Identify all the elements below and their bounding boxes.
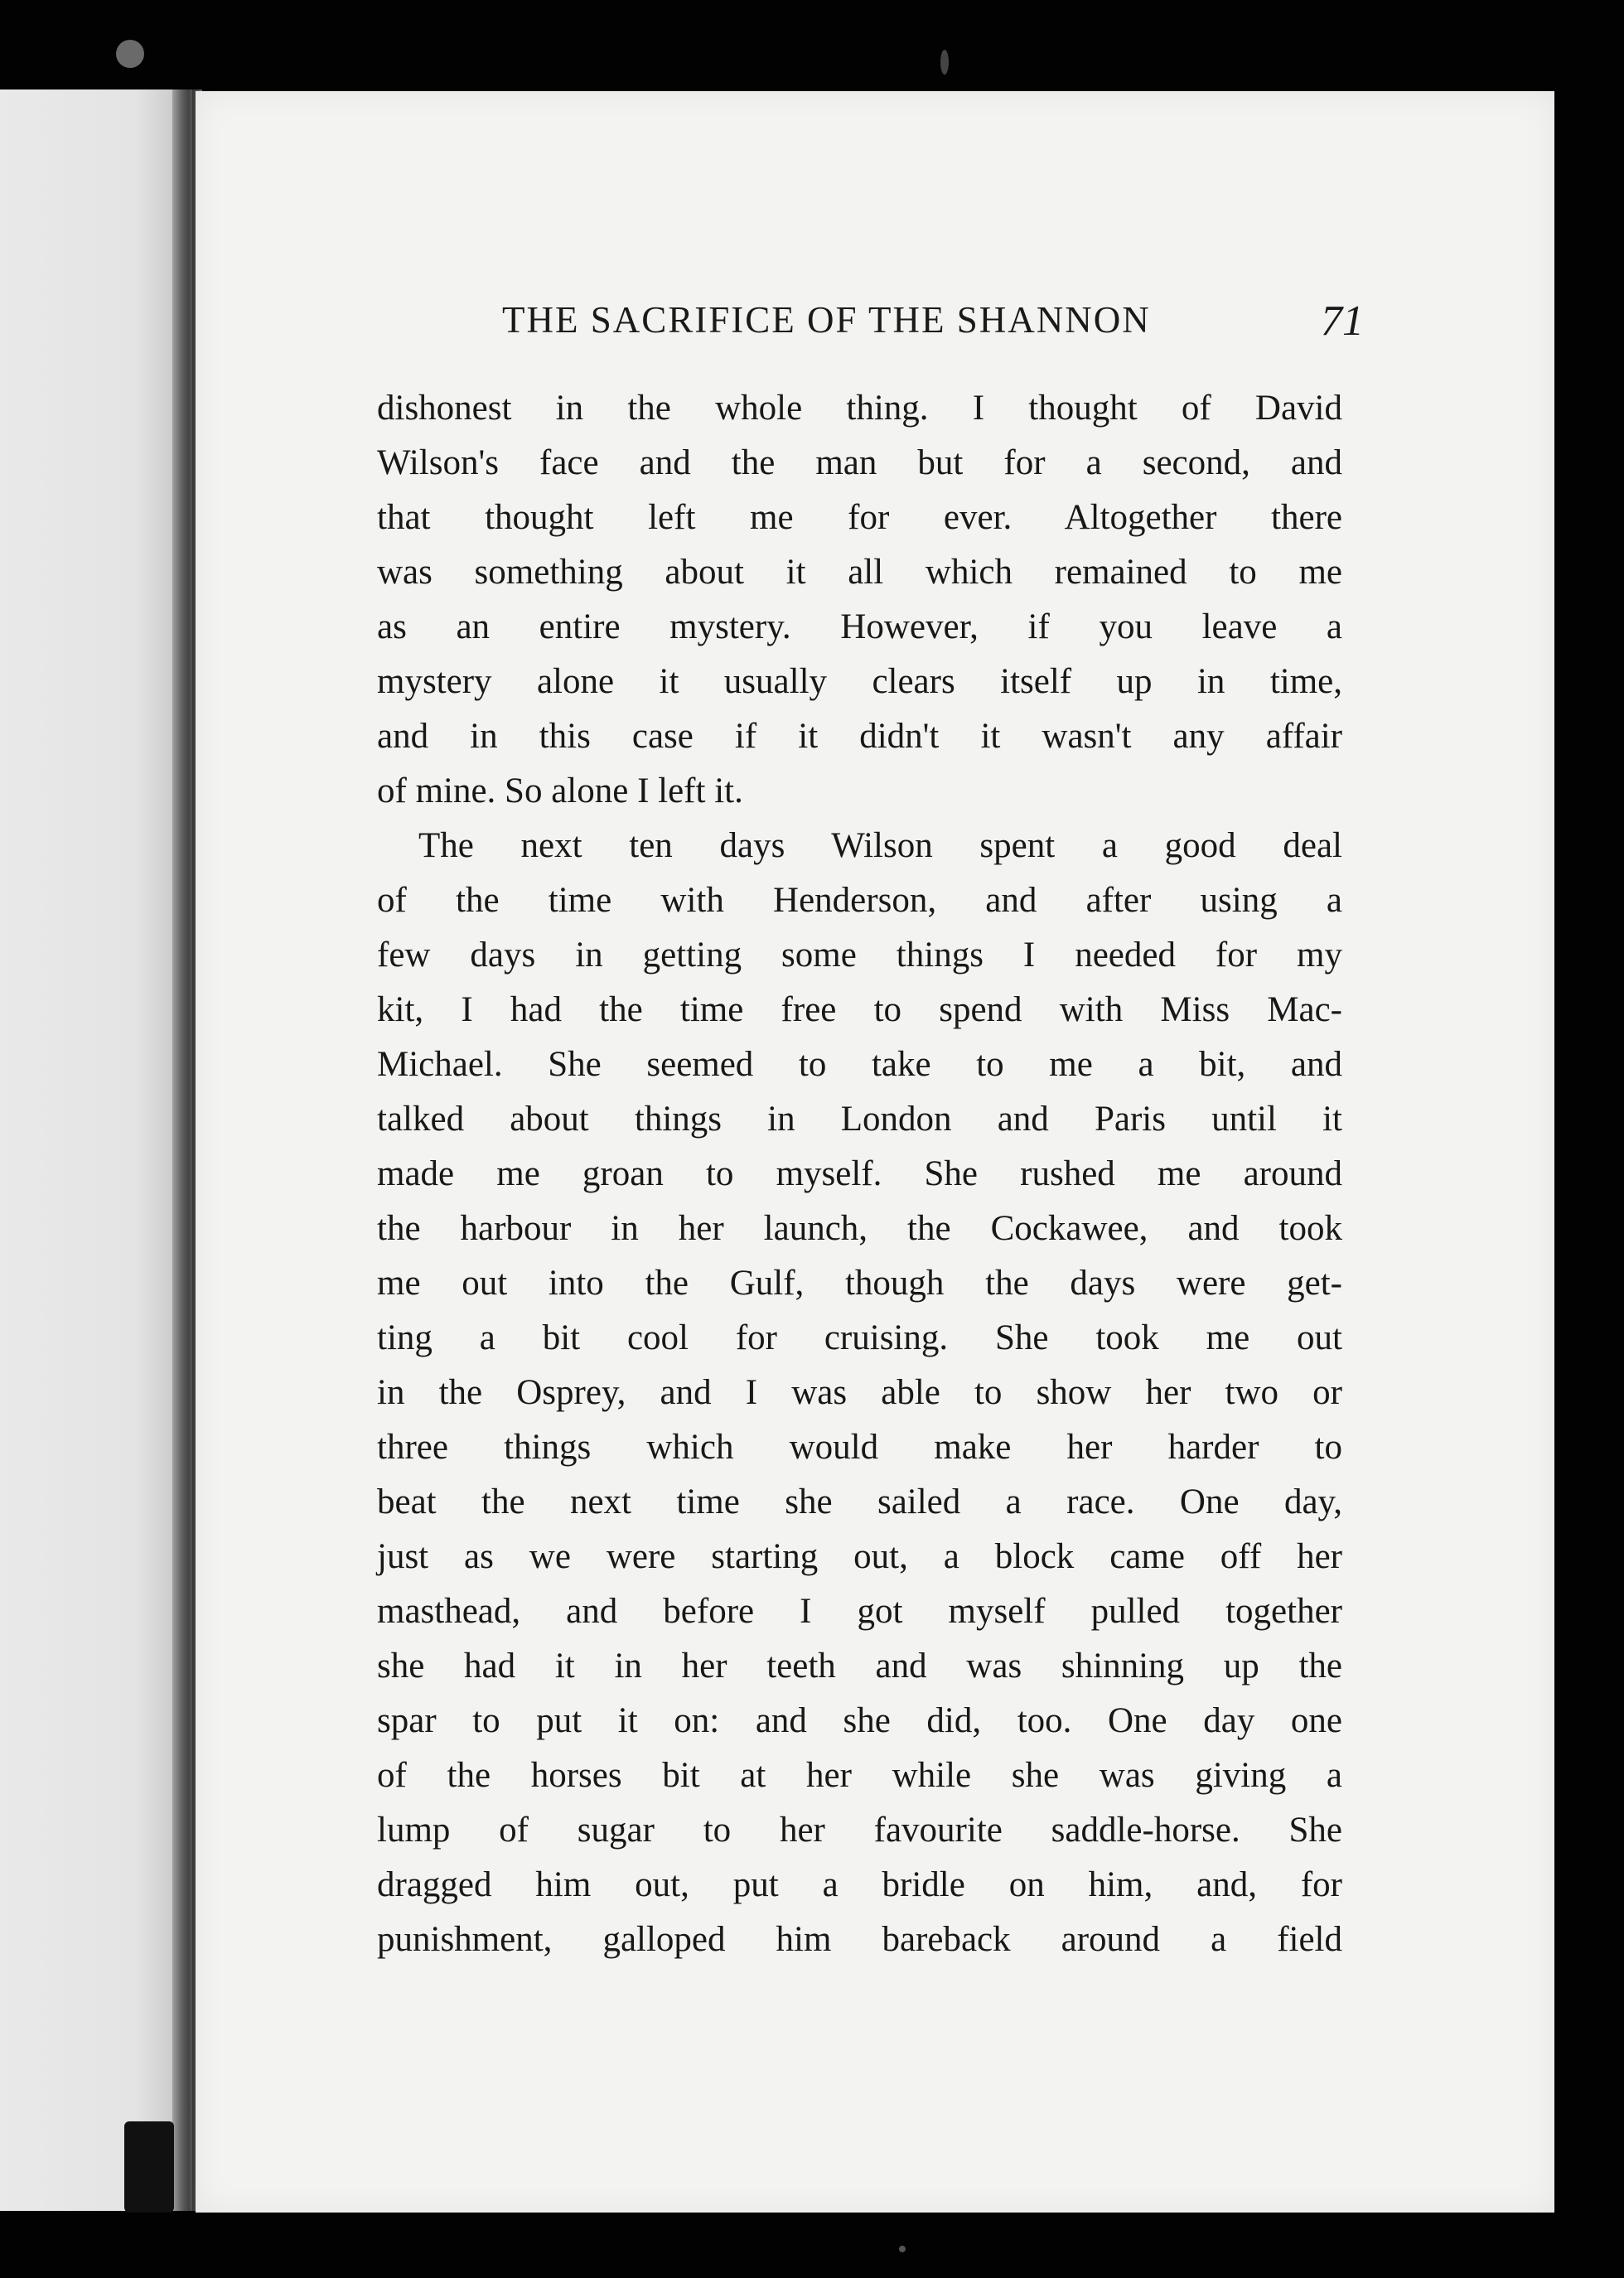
gutter-shadow: [124, 2121, 174, 2213]
text-line: she had it in her teeth and was shinning up the: [377, 1647, 1342, 1686]
text-line: of mine. So alone I left it.: [377, 771, 743, 810]
text-line: three things which would make her harder to: [377, 1428, 1342, 1467]
text-line: ting a bit cool for cruising. She took me out: [377, 1318, 1342, 1357]
text-line: talked about things in London and Paris until it: [377, 1100, 1342, 1139]
page-number: 71: [1321, 297, 1364, 345]
text-line: The next ten days Wilson spent a good deal: [418, 826, 1342, 865]
text-line: dishonest in the whole thing. I thought of David: [377, 389, 1342, 428]
text-line: just as we were starting out, a block came off her: [377, 1537, 1342, 1576]
running-title: THE SACRIFICE OF THE SHANNON: [502, 299, 1151, 341]
text-line: kit, I had the time free to spend with Miss Mac-: [377, 990, 1342, 1029]
text-line: Wilson's face and the man but for a second, and: [377, 443, 1342, 482]
text-line: beat the next time she sailed a race. One day,: [377, 1482, 1342, 1521]
text-line: and in this case if it didn't it wasn't any affair: [377, 717, 1342, 756]
text-line: made me groan to myself. She rushed me around: [377, 1154, 1342, 1193]
text-line: masthead, and before I got myself pulled together: [377, 1592, 1342, 1631]
text-line: in the Osprey, and I was able to show her two or: [377, 1373, 1342, 1412]
scan-speck: [116, 40, 144, 68]
text-line: spar to put it on: and she did, too. One day one: [377, 1701, 1342, 1740]
text-line: of the time with Henderson, and after using a: [377, 881, 1342, 920]
body-text: [377, 381, 1342, 1967]
text-line: that thought left me for ever. Altogether there: [377, 498, 1342, 537]
text-line: Michael. She seemed to take to me a bit, and: [377, 1045, 1342, 1084]
facing-page-edge: [0, 89, 192, 2211]
text-line: mystery alone it usually clears itself up in time,: [377, 662, 1342, 701]
scan-speck: [940, 50, 949, 75]
text-line: lump of sugar to her favourite saddle-horse. She: [377, 1811, 1342, 1850]
running-header: [307, 298, 1367, 356]
scan-speck: [899, 2246, 906, 2252]
text-line: few days in getting some things I needed for my: [377, 936, 1342, 975]
text-line: punishment, galloped him bareback around a field: [377, 1920, 1342, 1959]
text-line: of the horses bit at her while she was giving a: [377, 1756, 1342, 1795]
text-line: was something about it all which remained to me: [377, 553, 1342, 592]
text-line: dragged him out, put a bridle on him, and, for: [377, 1865, 1342, 1904]
text-line: me out into the Gulf, though the days were get-: [377, 1264, 1342, 1303]
text-line: the harbour in her launch, the Cockawee, and took: [377, 1209, 1342, 1248]
text-line: as an entire mystery. However, if you leave a: [377, 607, 1342, 646]
